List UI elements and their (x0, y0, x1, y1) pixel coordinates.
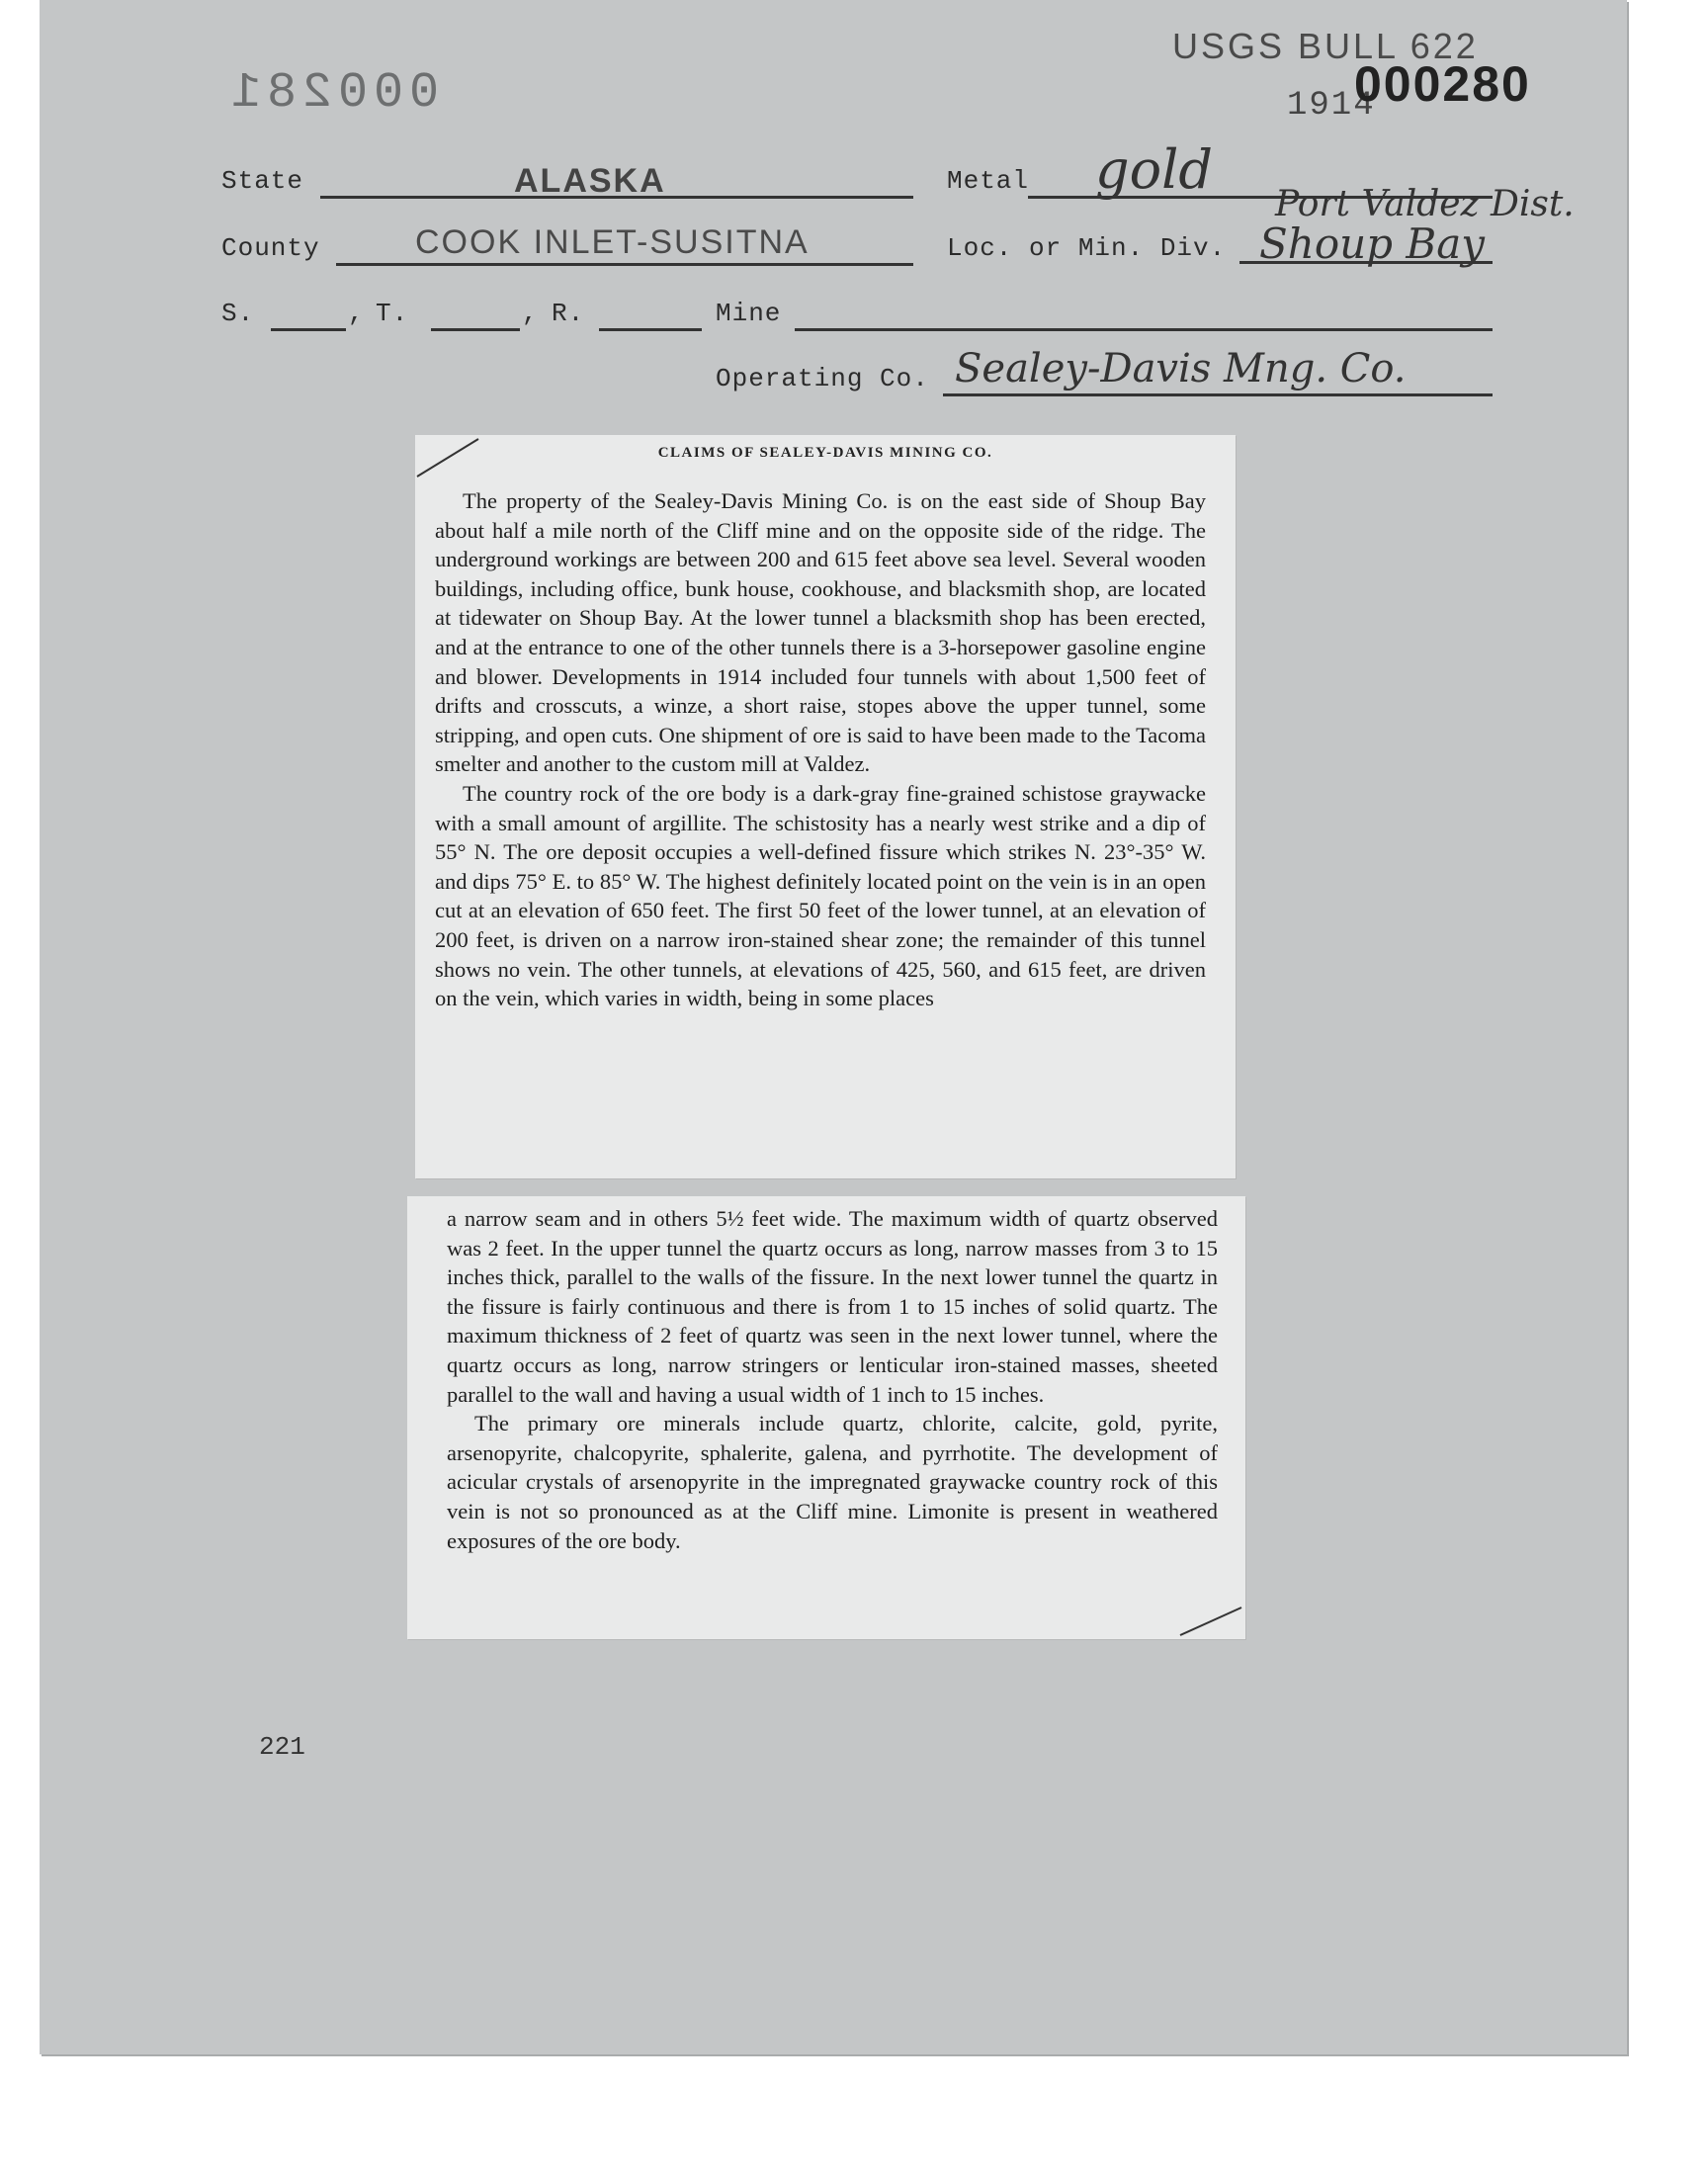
corner-mark-icon (1176, 1602, 1245, 1639)
paragraph-property: The property of the Sealey-Davis Mining Co. is on the east side of Shoup Bay about half a mile north of the Cliff mine and on the opposite side of the ridge. The underground workings are between 200 and 615 feet above sea level. Several wooden buildings, including office, bunk house, cookhouse, and blacksmith shop, are located at tidewater on Shoup Bay. At the lower tunnel a blacksmith shop has been erected, and at the entrance to one of the other tunnels there is a 3-horsepower gasoline engine and blower. Developments in 1914 included four tunnels with about 1,500 feet of drifts and crosscuts, a winze, a short raise, stopes above the upper tunnel, some stripping, and open cuts. One shipment of ore is said to have been made to the Tacoma smelter and another to the custom mill at Valdez. (435, 488, 1206, 777)
section-underline (271, 328, 346, 331)
paragraph-country-rock: The country rock of the ore body is a dark-gray fine-grained schistose graywacke with a small amount of argillite. The schistosity has a nearly west strike and a dip of 55° N. The ore deposit occupies a well-defined fissure which strikes N. 23°-35° W. and dips 75° E. to 85° W. The highest definitely located point on the vein is in an open cut at an elevation of 650 feet. The first 50 feet of the lower tunnel, at an elevation of 200 feet, is driven on a narrow iron-stained shear zone; the remainder of this tunnel shows no vein. The other tunnels, at elevations of 425, 560, and 615 feet, are driven on the vein, which varies in width, being in some places (435, 780, 1206, 1011)
mine-underline (795, 328, 1493, 331)
range-label: R. (552, 299, 585, 328)
metal-value: gold (1095, 138, 1213, 201)
state-value: ALASKA (514, 162, 666, 200)
county-label: County (221, 233, 320, 263)
paragraph-vein-width: a narrow seam and in others 5½ feet wide. The maximum width of quartz observed was 2 feet. In the upper tunnel the quartz occurs as long, narrow masses from 3 to 15 inches thick, parallel to the walls of the fissure. In the next lower tunnel the quartz in the fissure is fairly continuous and there is from 1 to 15 inches of solid quartz. The maximum thickness of 2 feet of quartz was seen in the next lower tunnel, where the quartz occurs as long, narrow stringers or lenticular iron-stained masses, sheeted parallel to the wall and having a usual width of 1 inch to 15 inches. (447, 1206, 1218, 1407)
loc-value: Shoup Bay (1259, 219, 1486, 268)
index-card (40, 0, 1627, 2054)
operating-value: Sealey-Davis Mng. Co. (955, 346, 1407, 392)
reference-stamp: USGS BULL 622 (1172, 26, 1479, 66)
comma-2: , (522, 299, 539, 328)
state-label: State (221, 166, 304, 196)
mine-label: Mine (716, 299, 782, 328)
metal-label: Metal (947, 166, 1030, 196)
loc-label: Loc. or Min. Div. (947, 233, 1227, 263)
paragraph-ore-minerals: The primary ore minerals include quartz, chlorite, calcite, gold, pyrite, arsenopyrite, chalcopyrite, sphalerite, galena, and pyrrhotite. The development of acicular crystals of arsenopyrite in the impregnated graywacke country rock of this vein is not so pronounced as at the Cliff mine. Limonite is present in weathered exposures of the ore body. (447, 1411, 1218, 1553)
district-note: Port Valdez Dist. (1275, 184, 1575, 224)
clipping-title: CLAIMS OF SEALEY-DAVIS MINING CO. (657, 445, 993, 461)
page-number: 221 (259, 1732, 305, 1762)
township-label: T. (376, 299, 409, 328)
range-underline (599, 328, 702, 331)
clipping-part-2-text (447, 1204, 1218, 1555)
section-label: S. (221, 299, 255, 328)
clipping-part-2 (407, 1196, 1245, 1639)
operating-label: Operating Co. (716, 364, 929, 393)
operating-underline (943, 393, 1493, 396)
clipping-part-1-text (435, 486, 1206, 1013)
county-underline (336, 263, 913, 266)
mirrored-stamp-number: 000281 (225, 65, 440, 122)
clipping-part-1 (415, 435, 1236, 1178)
reference-number-stamp: 000280 (1354, 56, 1531, 112)
county-value: COOK INLET-SUSITNA (415, 223, 810, 261)
comma-1: , (348, 299, 365, 328)
township-underline (431, 328, 520, 331)
reference-year: 1914 (1287, 87, 1376, 125)
